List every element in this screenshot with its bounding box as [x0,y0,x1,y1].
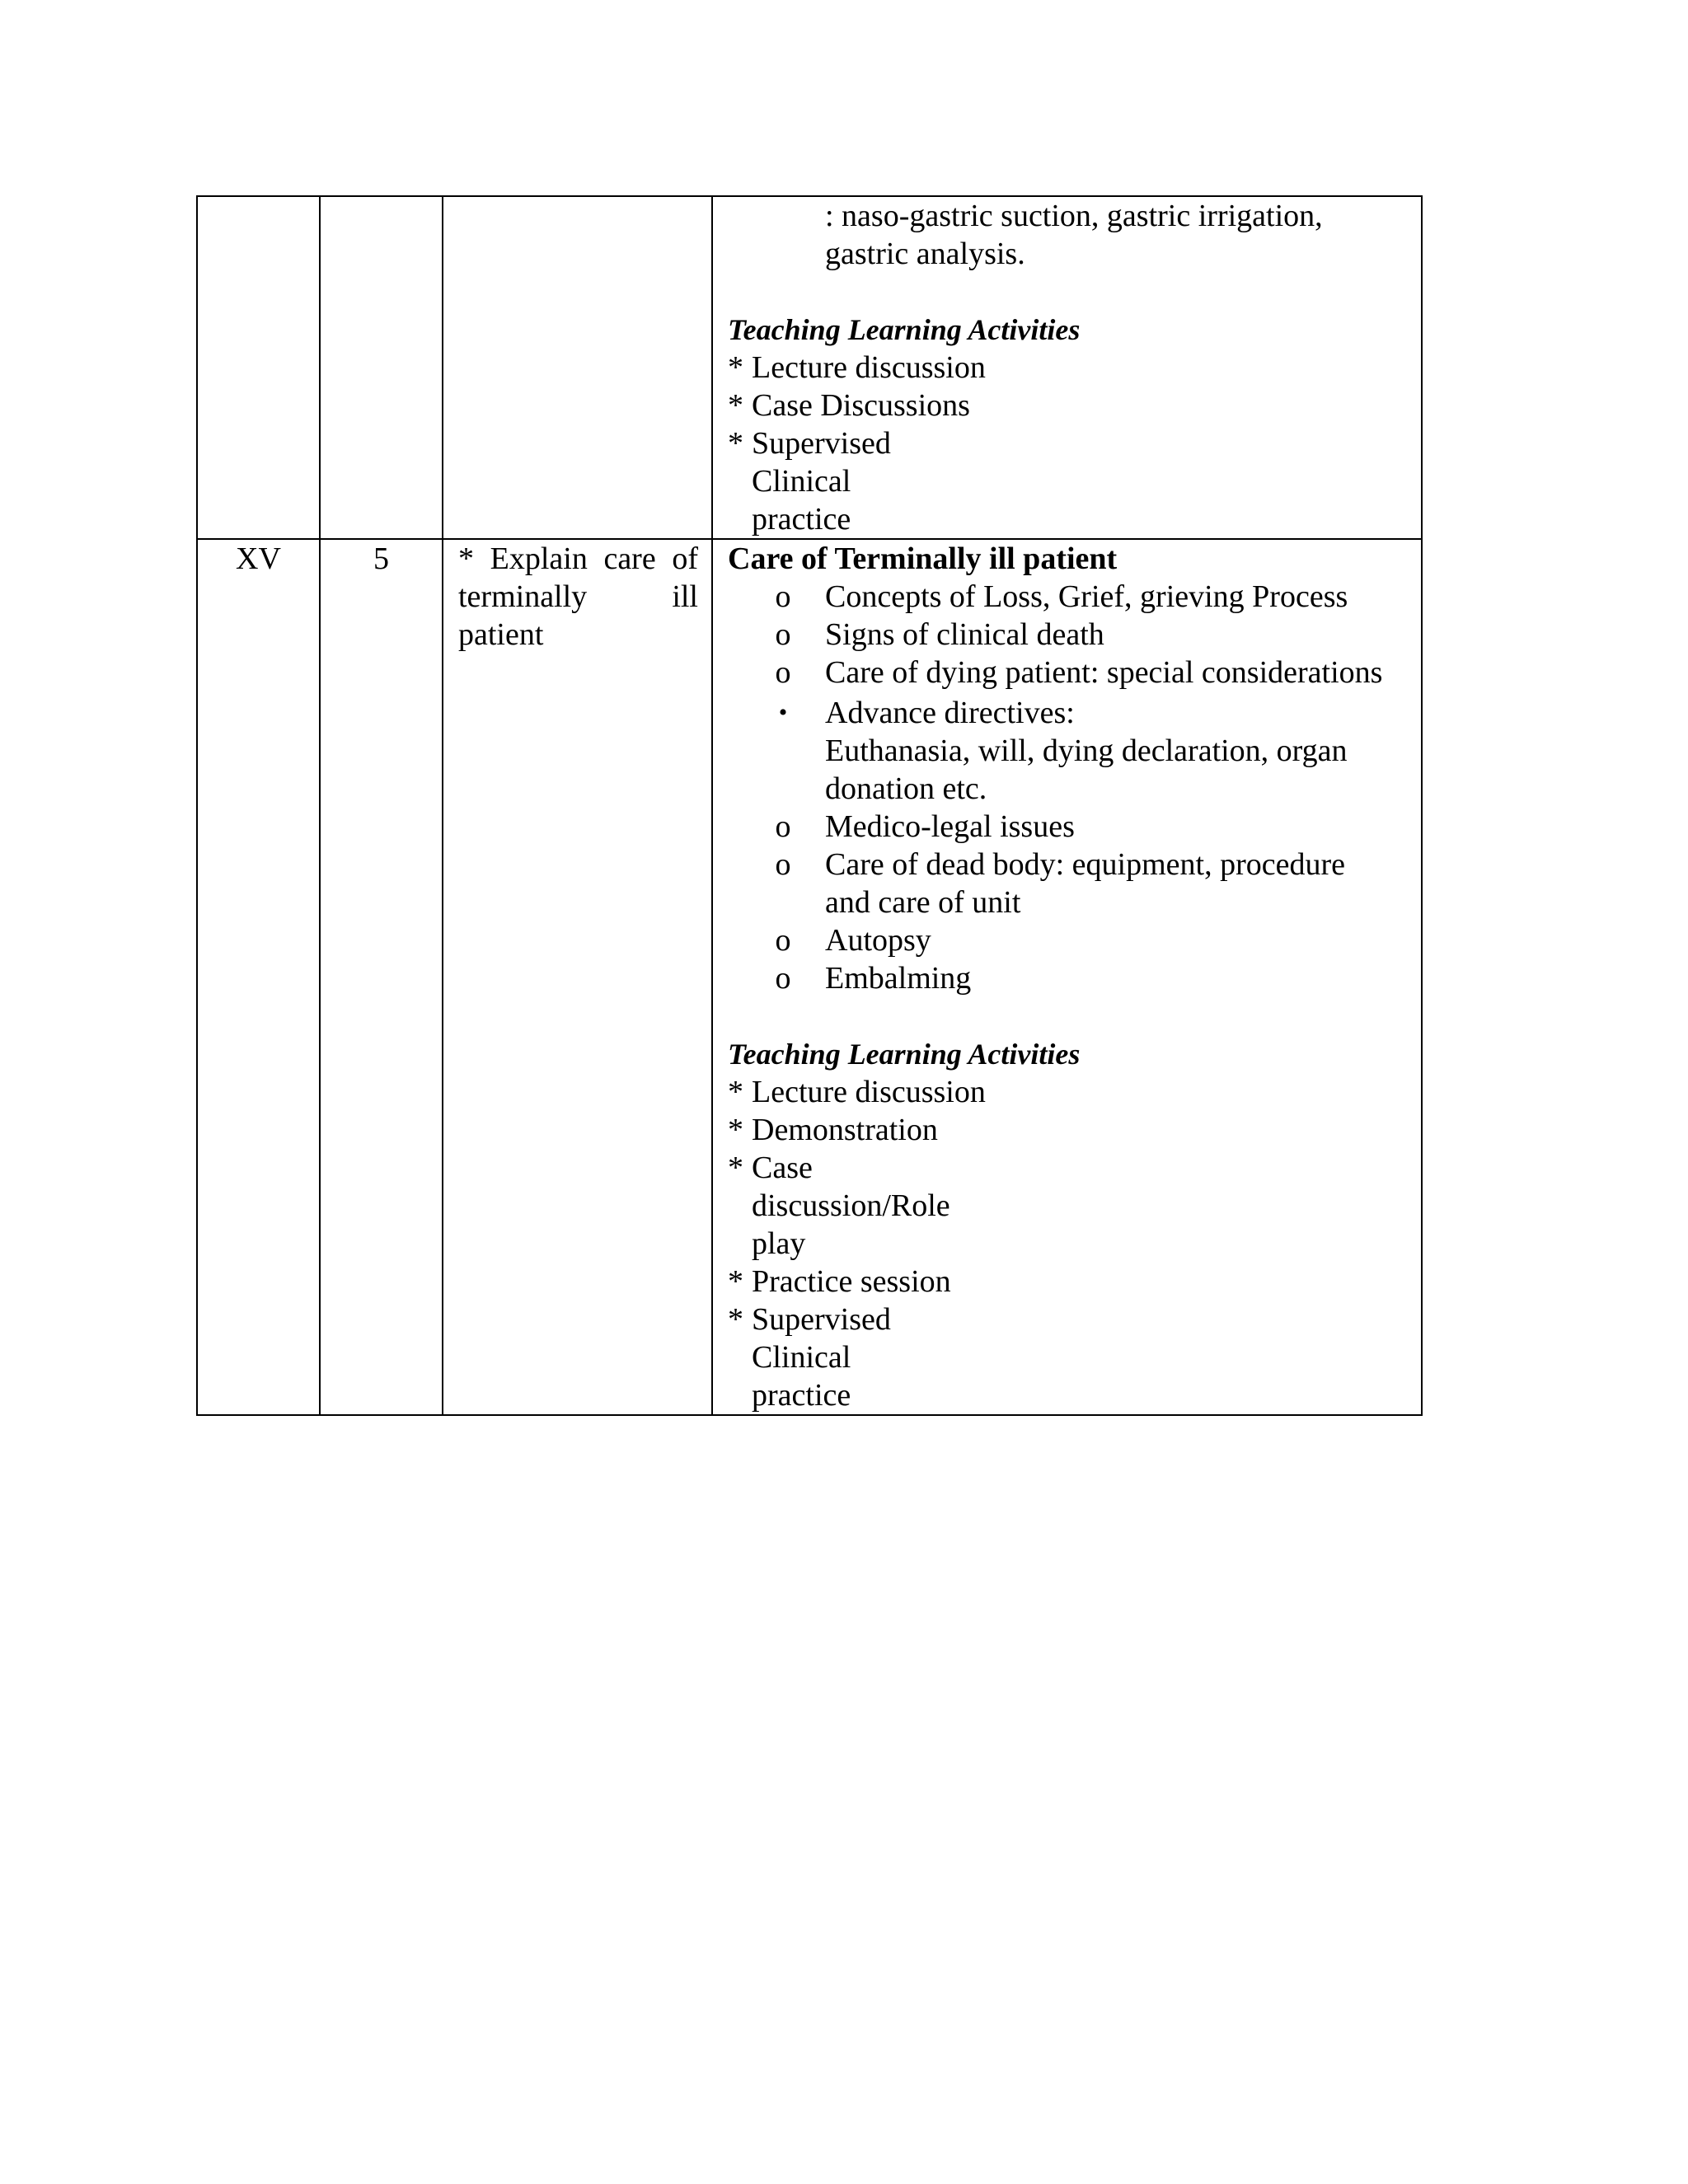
activity-text: Case Discussions [752,388,970,423]
objective-cell [443,539,712,1415]
table-row [197,539,1422,1415]
topic-text: Euthanasia, will, dying declaration, organ [825,733,1348,768]
activity-item: * Demonstration [728,1113,938,1147]
circle-bullet-icon: o [775,961,791,996]
content-cell [712,196,1422,539]
topic-text: Care of dying patient: special considerations [825,655,1383,690]
activity-text: Lecture discussion [752,350,986,385]
topic-text: Medico-legal issues [825,809,1075,844]
activity-item: * Case discussion/Role play [728,1151,950,1261]
topic-heading: Care of Terminally ill patient [728,541,1118,576]
unit-cell [197,196,320,539]
activity-text: Supervised Clinical practice [752,1302,891,1413]
objective-text: * Explain care of terminally ill patient [458,541,698,652]
activity-item: * Practice session [728,1264,951,1299]
list-item [728,921,1413,959]
list-item [728,578,1413,616]
syllabus-table [196,195,1423,1416]
topic-text: and care of unit [825,885,1021,920]
list-item [728,808,1413,846]
topic-text: Autopsy [825,923,931,958]
content-continuation [728,197,1413,273]
table-row [197,196,1422,539]
hours-cell [320,539,443,1415]
tla-heading: Teaching Learning Activities [728,313,1081,346]
activity-item: * Lecture discussion [728,1075,986,1109]
activity-item: * Lecture discussion [728,350,986,385]
circle-bullet-icon: o [775,923,791,958]
activity-item: * Supervised Clinical practice [728,1302,891,1413]
hours-value: 5 [373,541,389,576]
topic-text: Concepts of Loss, Grief, grieving Process [825,579,1348,614]
list-item [728,694,1413,808]
content-cell [712,539,1422,1415]
topic-text: donation etc. [825,771,987,806]
circle-bullet-icon: o [775,617,791,652]
content-line: : naso-gastric suction, gastric irrigation, [825,199,1323,233]
hours-cell [320,196,443,539]
activity-text: Demonstration [752,1113,938,1147]
activity-item: * Supervised Clinical practice [728,426,891,537]
tla-heading: Teaching Learning Activities [728,1038,1081,1071]
circle-bullet-icon: o [775,655,791,690]
content-line: gastric analysis. [825,237,1025,271]
list-item [728,959,1413,997]
topic-text: Embalming [825,961,972,996]
topic-text: Advance directives: [825,696,1075,730]
topic-list [728,578,1413,997]
unit-number: XV [236,541,281,576]
topic-text: Signs of clinical death [825,617,1104,652]
circle-bullet-icon: o [775,579,791,614]
objective-cell [443,196,712,539]
list-item [728,654,1413,691]
unit-cell [197,539,320,1415]
circle-bullet-icon: o [775,847,791,882]
activity-text: Practice session [752,1264,951,1299]
list-item [728,846,1413,921]
circle-bullet-icon: o [775,809,791,844]
filled-bullet-icon: • [778,699,788,726]
activity-text: Lecture discussion [752,1075,986,1109]
list-item [728,616,1413,654]
activity-text: Supervised Clinical practice [752,426,891,537]
topic-text: Care of dead body: equipment, procedure [825,847,1345,882]
activity-item: * Case Discussions [728,388,970,423]
activity-text: Case discussion/Role play [752,1151,950,1261]
